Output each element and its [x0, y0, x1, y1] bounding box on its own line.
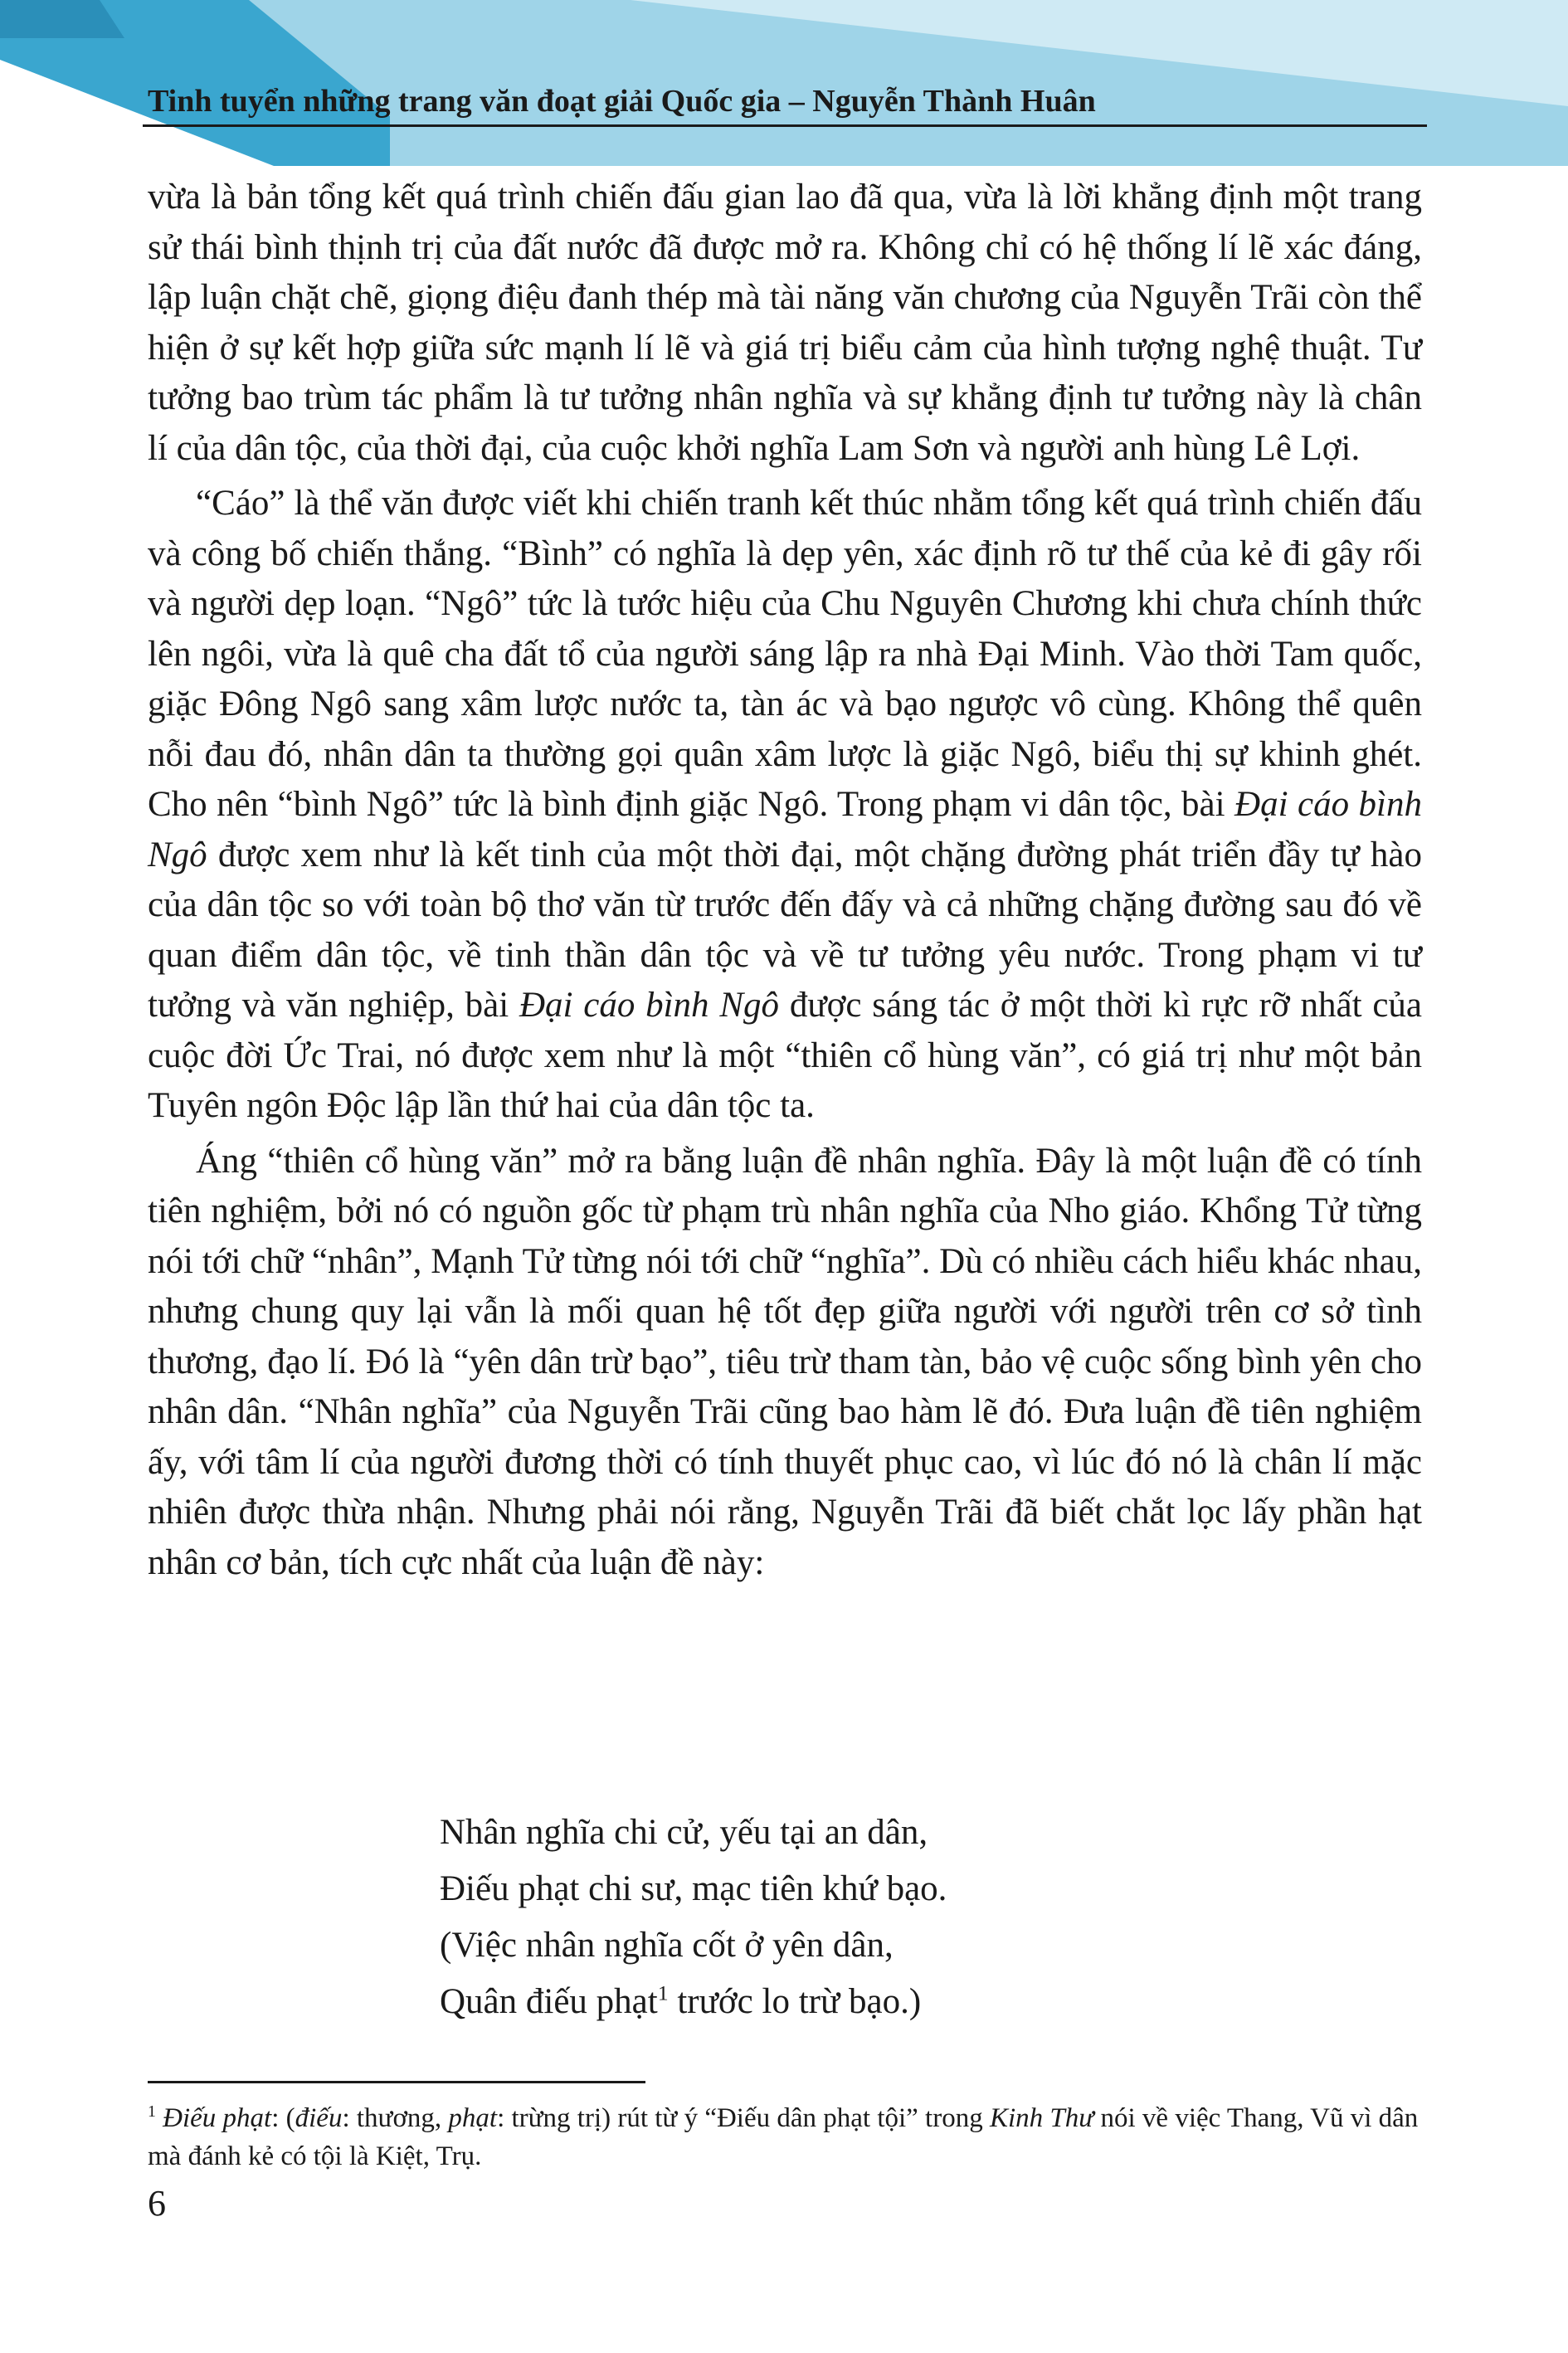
paragraph-2-part-b: được xem như là kết tinh của một thời đại, một chặng đường phát triển đầy tự hào của dân tộc so với toàn bộ thơ văn từ trước đến đấy và cả những chặng đường sau đó về quan điểm dân tộc, về tinh thần dân tộc và về tư tưởng yêu nước. Trong phạm vi tư tưởng và văn nghiệp, bài — [148, 835, 1422, 1025]
work-title: Đại cáo bình Ngô — [148, 785, 1422, 874]
poem-line-1: Nhân nghĩa chi cử, yếu tại an dân, — [440, 1813, 928, 1852]
poem-line-3: (Việc nhân nghĩa cốt ở yên dân, — [440, 1926, 894, 1965]
paragraph-2 — [148, 479, 1422, 1132]
footnote-text: : ( — [271, 2103, 295, 2133]
paragraph-1: vừa là bản tổng kết quá trình chiến đấu gian lao đã qua, vừa là lời khẳng định một trang sử thái bình thịnh trị của đất nước đã được mở ra. Không chỉ có hệ thống lí lẽ xác đáng, lập luận chặt chẽ, giọng điệu đanh thép mà tài năng văn chương của Nguyễn Trãi còn thể hiện ở sự kết hợp giữa sức mạnh lí lẽ và giá trị biểu cảm của hình tượng nghệ thuật. Tư tưởng bao trùm tác phẩm là tư tưởng nhân nghĩa và sự khẳng định tư tưởng này là chân lí của dân tộc, của thời đại, của cuộc khởi nghĩa Lam Sơn và người anh hùng Lê Lợi. — [148, 178, 1422, 468]
footnote-text: : thương, — [342, 2103, 449, 2133]
poem-quotation — [440, 1805, 947, 2030]
footnote-separator — [148, 2081, 645, 2083]
poem-line-2: Điếu phạt chi sư, mạc tiên khứ bạo. — [440, 1869, 947, 1908]
footnote-word: phạt — [448, 2103, 498, 2133]
poem-line-4 — [440, 1974, 947, 2030]
footnote-text: nói về việc Thang, Vũ vì dân mà đánh kẻ có tội là Kiệt, Trụ. — [148, 2103, 1419, 2171]
footnote-mark: 1 — [148, 2102, 156, 2121]
poem-line-4-start: Quân điếu phạt — [440, 1982, 658, 2021]
footnote — [148, 2099, 1422, 2175]
footnote-term: Điếu phạt — [163, 2103, 272, 2133]
footnote-text: : trừng trị) rút từ ý “Điếu dân phạt tội” trong — [497, 2103, 990, 2133]
page-number: 6 — [148, 2183, 166, 2224]
body-text — [148, 173, 1422, 1588]
paragraph-3: Áng “thiên cổ hùng văn” mở ra bằng luận đề nhân nghĩa. Đây là một luận đề có tính tiên nghiệm, bởi nó có nguồn gốc từ phạm trù nhân nghĩa của Nho giáo. Khổng Tử từng nói tới chữ “nhân”, Mạnh Tử từng nói tới chữ “nghĩa”. Dù có nhiều cách hiểu khác nhau, nhưng chung quy lại vẫn là mối quan hệ tốt đẹp giữa người với người trên cơ sở tình thương, đạo lí. Đó là “yên dân trừ bạo”, tiêu trừ tham tàn, bảo vệ cuộc sống bình yên cho nhân dân. “Nhân nghĩa” của Nguyễn Trãi cũng bao hàm lẽ đó. Đưa luận đề tiên nghiệm ấy, với tâm lí của người đương thời có tính thuyết phục cao, vì lúc đó nó là chân lí mặc nhiên được thừa nhận. Nhưng phải nói rằng, Nguyễn Trãi đã biết chắt lọc lấy phần hạt nhân cơ bản, tích cực nhất của luận đề này: — [148, 1141, 1422, 1582]
footnote-reference: 1 — [657, 1980, 669, 2005]
work-title: Đại cáo bình Ngô — [519, 986, 780, 1025]
running-title: Tinh tuyển những trang văn đoạt giải Quốc gia – Nguyễn Thành Huân — [148, 84, 1096, 119]
footnote-book-title: Kinh Thư — [989, 2103, 1094, 2133]
header-rule — [143, 124, 1427, 127]
paragraph-2-part-c: được sáng tác ở một thời kì rực rỡ nhất của cuộc đời Ức Trai, nó được xem như là một “thiên cổ hùng văn”, có giá trị như một bản Tuyên ngôn Độc lập lần thứ hai của dân tộc ta. — [148, 986, 1422, 1125]
paragraph-2-part-a: “Cáo” là thể văn được viết khi chiến tranh kết thúc nhằm tổng kết quá trình chiến đấu và công bố chiến thắng. “Bình” có nghĩa là dẹp yên, xác định rõ tư thế của kẻ đi gây rối và người dẹp loạn. “Ngô” tức là tước hiệu của Chu Nguyên Chương khi chưa chính thức lên ngôi, vừa là quê cha đất tổ của người sáng lập ra nhà Đại Minh. Vào thời Tam quốc, giặc Đông Ngô sang xâm lược nước ta, tàn ác và bạo ngược vô cùng. Không thể quên nỗi đau đó, nhân dân ta thường gọi quân xâm lược là giặc Ngô, biểu thị sự khinh ghét. Cho nên “bình Ngô” tức là bình định giặc Ngô. Trong phạm vi dân tộc, bài — [148, 484, 1422, 824]
footnote-word: điếu — [295, 2103, 343, 2133]
poem-line-4-end: trước lo trừ bạo.) — [668, 1982, 922, 2021]
